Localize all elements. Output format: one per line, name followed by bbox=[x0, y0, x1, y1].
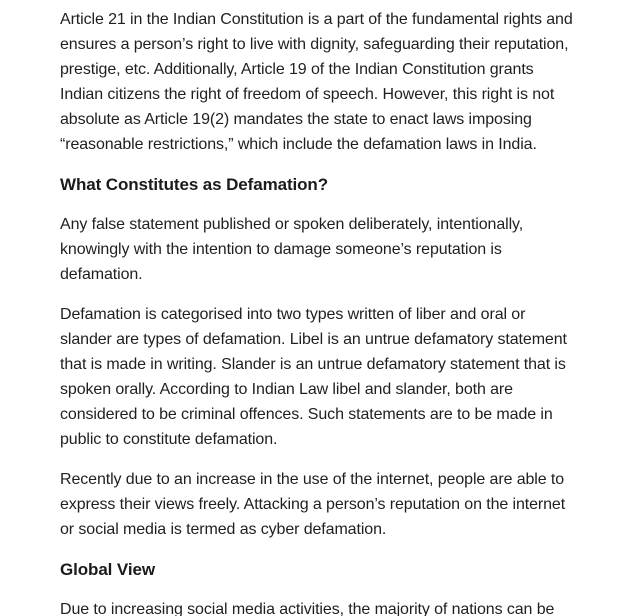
section-heading-global-view: Global View bbox=[60, 560, 155, 579]
paragraph-global-view-intro: Due to increasing social media activities, the majority of nations can be bbox=[60, 601, 555, 616]
paragraph-cyber-defamation: Recently due to an increase in the use of the internet, people are able to express their views freely. Attacking a person’s reputation on the internet or social media is termed as cyber defamation. bbox=[60, 471, 566, 538]
paragraph-false-statement: Any false statement published or spoken deliberately, intentionally, knowingly with the intention to damage someone’s reputation is defamation. bbox=[60, 216, 524, 283]
paragraph-article-21: Article 21 in the Indian Constitution is a part of the fundamental rights and ensures a person’s right to live with dignity, safeguarding their reputation, prestige, etc. Additionally, Article 19 of the Indian Constitution grants Indian citizens the right of freedom of speech. However, this right is not absolute as Article 19(2) mandates the state to enact laws imposing “reasonable restrictions,” which include the defamation laws in India. bbox=[60, 11, 573, 153]
section-heading-what-constitutes-defamation: What Constitutes as Defamation? bbox=[60, 175, 328, 194]
paragraph-libel-slander: Defamation is categorised into two types written of liber and oral or slander are types of defamation. Libel is an untrue defamatory statement that is made in writing. Slander is an untrue defamatory statement that is spoken orally. According to Indian Law libel and slander, both are considered to be criminal offences. Such statements are to be made in public to constitute defamation. bbox=[60, 306, 567, 448]
